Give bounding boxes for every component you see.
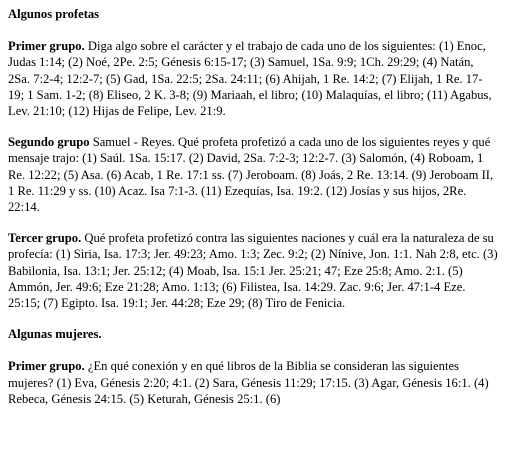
section-body: Diga algo sobre el carácter y el trabajo de cada uno de los siguientes: (1) Enoc, Judas 1:14; (2) Noé, 2Pe. 2:5; Génesis 6:15-17; (3) Samuel, 1Sa. 9:9; 1Ch. 29:29; (4) Natán, 2Sa. 7:2-4; 12:2-7; (5) Gad, 1Sa. 22:5; 2Sa. 24:11; (6) Ahijah, 1 Re. 14:2; (7) Elijah, 1 Re. 17-19; 1 Sam. 1-2; (8) Eliseo, 2 K. 3-8; (9) Mariaah, el libro; (10) Malaquías, el libro; (11) Agabus, Lev. 21:10; (12) Hijas de Felipe, Lev. 21:9.	[8, 39, 492, 119]
section-segundo-grupo-profetas	[8, 134, 498, 215]
section-primer-grupo-profetas	[8, 38, 498, 119]
section-body: ¿En qué conexión y en qué libros de la Biblia se consideran las siguientes mujeres? (1) Eva, Génesis 2:20; 4:1. (2) Sara, Génesis 11:29; 17:15. (3) Agar, Génesis 16:1. (4) Rebeca, Génesis 24:15. (5) Keturah, Génesis 25:1. (6)	[8, 359, 489, 406]
heading-algunos-profetas: Algunos profetas	[8, 7, 100, 21]
section-title: Segundo grupo	[8, 135, 90, 150]
section-title: Tercer grupo.	[8, 231, 82, 246]
section-primer-grupo-mujeres	[8, 358, 498, 407]
section-tercer-grupo-profetas	[8, 230, 498, 311]
section-body: Samuel - Reyes. Qué profeta profetizó a cada uno de los siguientes reyes y qué mensaje trajo: (1) Saúl. 1Sa. 15:17. (2) David, 2Sa. 7:2-3; 12:2-7. (3) Salomón, (4) Roboam, 1 Re. 12:22; (5) Asa. (6) Acab, 1 Re. 17:1 ss. (7) Jeroboam. (8) Joás, 2 Re. 13:14. (9) Jeroboam II, 1 Re. 11:29 y ss. (10) Acaz. Isa 7:1-3. (11) Ezequías, Isa. 19:2. (12) Josías y sus hijos, 2Re. 22:14.	[8, 135, 494, 215]
section-title: Primer grupo.	[8, 359, 85, 374]
section-body: Qué profeta profetizó contra las siguientes naciones y cuál era la naturaleza de su profecía: (1) Siria, Isa. 17:3; Jer. 49:23; Amo. 1:3; Zec. 9:2; (2) Nínive, Jon. 1:1. Nah 2:8, etc. (3) Babilonia, Isa. 13:1; Jer. 25:12; (4) Moab, Isa. 15:1 Jer. 25:21; 47; Eze 25:8; Amo. 2:1. (5) Ammón, Jer. 49:6; Eze 21:28; Amo. 1:13; (6) Filistea, Isa. 14:29. Zac. 9:6; Jer. 47:1-4 Eze. 25:15; (7) Egipto. Isa. 19:1; Jer. 44:28; Eze 29; (8) Tiro de Fenicia.	[8, 231, 498, 311]
heading-algunas-mujeres: Algunas mujeres.	[8, 327, 102, 342]
section-title: Primer grupo.	[8, 39, 85, 54]
